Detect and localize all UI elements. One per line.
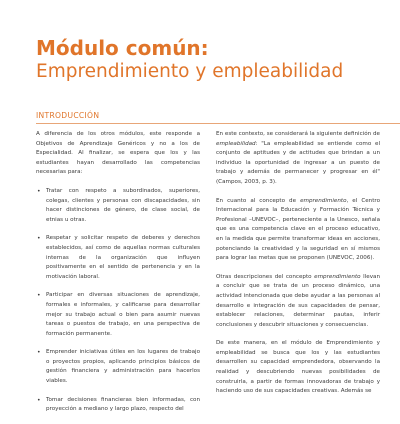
right-column	[216, 130, 380, 406]
list-item-text: Tomar decisiones financieras bien informadas, con proyección a mediano y largo plazo, respecto del	[46, 396, 200, 413]
list-item-text: Participar en diversas situaciones de aprendizaje, formales e informales, y calificarse para desarrollar mejor su trabajo actual o bien para asumir nuevas tareas o puestos de trabajo, en una perspectiva de formación permanente.	[46, 292, 200, 337]
paragraph-text: Otras descripciones del concepto	[216, 273, 315, 280]
list-item	[36, 187, 200, 225]
list-item-text: Respetar y solicitar respeto de deberes y derechos establecidos, así como de aquellas normas culturales internas de la organización que influyen positivamente en el sentido de pertenencia y en la motivación laboral.	[46, 235, 200, 280]
bullet-icon: •	[37, 235, 41, 243]
italic-term: emprendimiento	[314, 273, 361, 280]
italic-term: emprendimiento	[300, 197, 347, 204]
definition-empleabilidad-paragraph	[216, 130, 380, 188]
paragraph-text: , el Centro Internacional para la Educación y Formación Técnica y Profesional –UNEVOC–, perteneciente a la Unesco, señala que es una competencia clave en el proceso educativo, en la medida que permite transformar ideas en acciones, potenciando la creatividad y la seguridad en sí mismos para lograr las metas que se proponen (UNEVOC, 2006).	[216, 197, 380, 262]
list-item-text: Tratar con respeto a subordinados, superiores, colegas, clientes y personas con discapacidades, sin hacer distinciones de género, de clase social, de etnias u otras.	[46, 187, 200, 223]
paragraph-text: En cuanto al concepto de	[216, 197, 301, 204]
bullet-icon: •	[37, 349, 41, 357]
bullet-icon: •	[37, 187, 41, 195]
module-subtitle: Emprendimiento y empleabilidad	[36, 61, 344, 82]
other-descriptions-paragraph	[216, 273, 380, 331]
list-item	[36, 396, 200, 415]
module-title: Módulo común:	[36, 36, 209, 60]
competencies-list	[36, 187, 200, 415]
module-goal-paragraph: De este manera, en el módulo de Emprendimiento y empleabilidad se busca que los y las estudiantes desarrollen su capacidad emprendedora, observando la realidad y descubriendo nuevas posibilidades de construirla, a partir de formas innovadoras de trabajo y haciendo uso de sus capacidades creativas. Además se	[216, 340, 380, 395]
definition-emprendimiento-paragraph	[216, 197, 380, 264]
paragraph-text: En este contexto, se considerará la siguiente definición de	[216, 131, 380, 137]
section-heading-introduccion: INTRODUCCIÓN	[36, 111, 100, 120]
list-item-text: Emprender iniciativas útiles en los lugares de trabajo o proyectos propios, aplicando principios básicos de gestión financiera y administración para hacerlos viables.	[46, 349, 200, 385]
bullet-icon: •	[37, 396, 41, 404]
section-divider	[36, 123, 400, 124]
list-item	[36, 348, 200, 386]
paragraph-text: : "La empleabilidad se entiende como el conjunto de aptitudes y de actitudes que brindan a un individuo la oportunidad de ingresar a un puesto de trabajo y además de permanecer y progresar en él" (Campos, 2003, p. 3).	[216, 140, 380, 185]
italic-term: empleabilidad	[216, 140, 256, 147]
list-item	[36, 291, 200, 339]
bullet-icon: •	[37, 292, 41, 300]
list-item	[36, 234, 200, 282]
paragraph-text: llevan a concluir que se trata de un proceso dinámico, una actividad intencionada que debe ayudar a las personas al desarrollo e integración de sus capacidades de pensar, establecer relaciones, determinar pautas, inferir conclusiones y descubrir situaciones y consecuencias.	[216, 273, 380, 328]
intro-paragraph: A diferencia de los otros módulos, este responde a Objetivos de Aprendizaje Genéricos y no a los de Especialidad. Al finalizar, se espera que los y las estudiantes hayan desarrollado las competencias necesarias para:	[36, 131, 200, 176]
left-column	[36, 130, 200, 424]
